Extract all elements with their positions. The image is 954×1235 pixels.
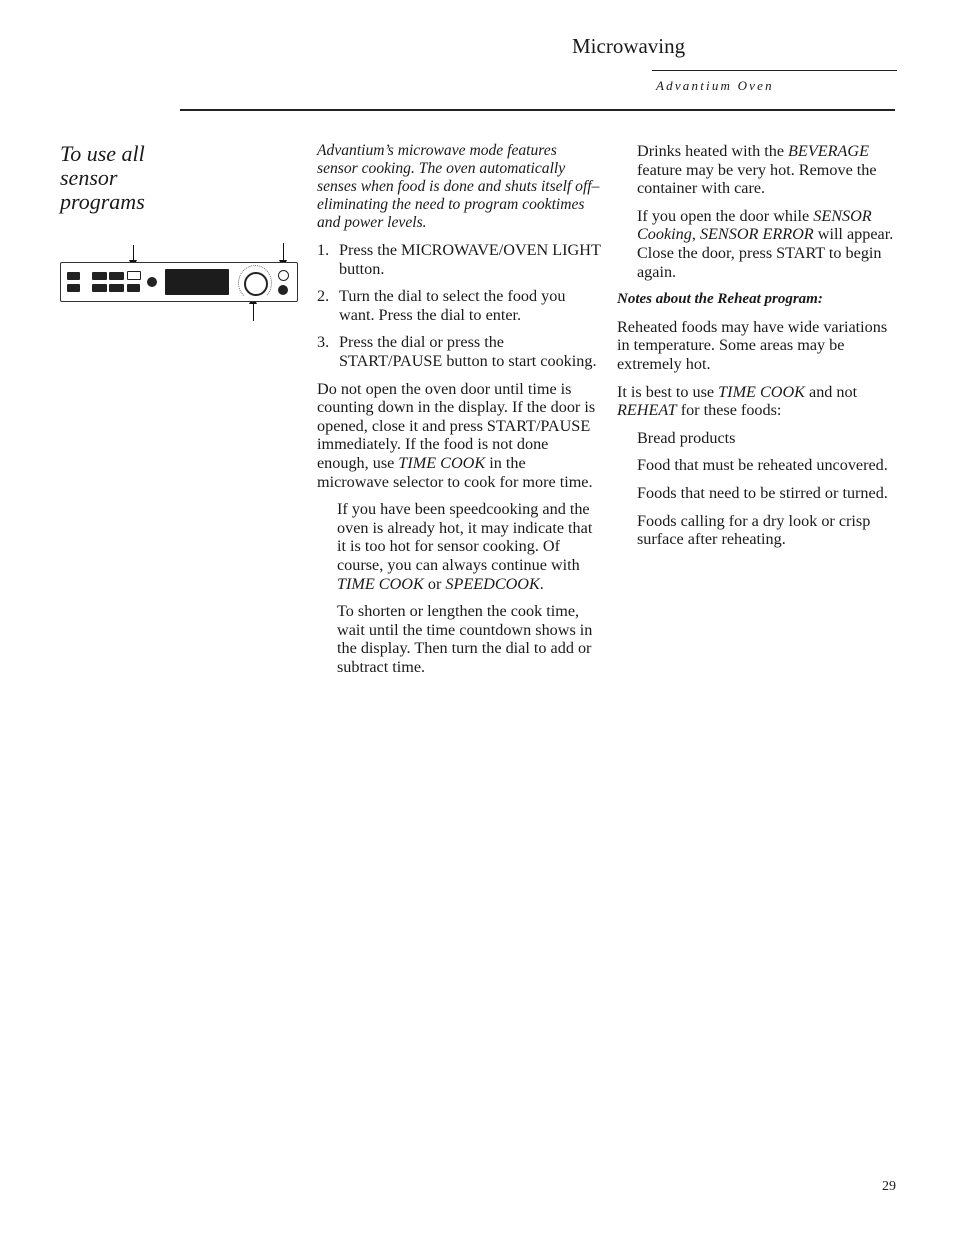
page-subtitle: Advantium Oven [656, 78, 774, 93]
step-text: Turn the dial to select the food you want. Press the dial to enter. [339, 287, 566, 324]
panel-button-icon [109, 284, 124, 292]
reheat-notes-heading: Notes about the Reheat program: [617, 291, 823, 308]
control-panel-display-icon [165, 269, 229, 295]
time-cook-advice-paragraph: It is best to use TIME COOK and not REHEAT for these foods: [617, 382, 858, 420]
start-pause-button-icon [278, 285, 288, 295]
list-item: Bread products [637, 428, 736, 447]
list-item: Food that must be reheated uncovered. [637, 456, 888, 475]
speedcooking-note: If you have been speedcooking and the oven is already hot, it may indicate that it is too hot for sensor cooking. Of course, you can always continue with TIME COOK or SPEEDCOOK. [337, 500, 593, 593]
page-section-title: Microwaving [572, 34, 686, 58]
header-rule-short [652, 70, 897, 71]
list-item: Foods that need to be stirred or turned. [637, 483, 888, 502]
content-column-1 [317, 142, 601, 685]
step-1 [317, 241, 601, 278]
panel-button-icon [109, 272, 124, 280]
page-number: 29 [882, 1179, 896, 1194]
panel-round-button-icon [147, 277, 157, 287]
selector-dial-icon [244, 272, 268, 296]
side-heading: To use all sensor programs [60, 141, 145, 214]
reheat-variation-paragraph: Reheated foods may have wide variations in temperature. Some areas may be extremely hot. [617, 317, 888, 373]
intro-paragraph: Advantium’s microwave mode features sensor cooking. The oven automatically senses when food is done and shuts itself off–eliminating the need to program cooktimes and power levels. [317, 142, 600, 231]
adjust-time-note: To shorten or lengthen the cook time, wait until the time countdown shows in the display. Then turn the dial to add or subtract time. [337, 602, 593, 676]
step-number: 2. [317, 287, 330, 306]
control-panel-illustration [60, 262, 298, 302]
panel-button-icon [67, 272, 80, 280]
list-item: Foods calling for a dry look or crisp surface after reheating. [637, 511, 871, 549]
step-3 [317, 333, 601, 370]
sensor-error-note: If you open the door while SENSOR Cooking, SENSOR ERROR will appear. Close the door, press START to begin again. [637, 206, 894, 281]
step-2 [317, 287, 601, 324]
beverage-note: Drinks heated with the BEVERAGE feature may be very hot. Remove the container with care. [637, 142, 877, 198]
microwave-oven-light-button-icon [127, 271, 141, 280]
step-number: 3. [317, 333, 330, 352]
panel-button-icon [92, 272, 107, 280]
panel-button-icon [67, 284, 80, 292]
door-warning-paragraph: Do not open the oven door until time is counting down in the display. If the door is opened, close it and press START/PAUSE immediately. If the food is not done enough, use TIME COOK in the microwave selector to cook for more time. [317, 379, 596, 491]
content-column-2 [617, 142, 902, 558]
header-rule-long [180, 109, 895, 111]
step-text: Press the MICROWAVE/OVEN LIGHT button. [339, 241, 601, 278]
step-text: Press the dial or press the START/PAUSE button to start cooking. [339, 333, 597, 370]
panel-button-icon [278, 270, 289, 281]
panel-button-icon [92, 284, 107, 292]
step-number: 1. [317, 241, 330, 259]
panel-button-icon [127, 284, 140, 292]
